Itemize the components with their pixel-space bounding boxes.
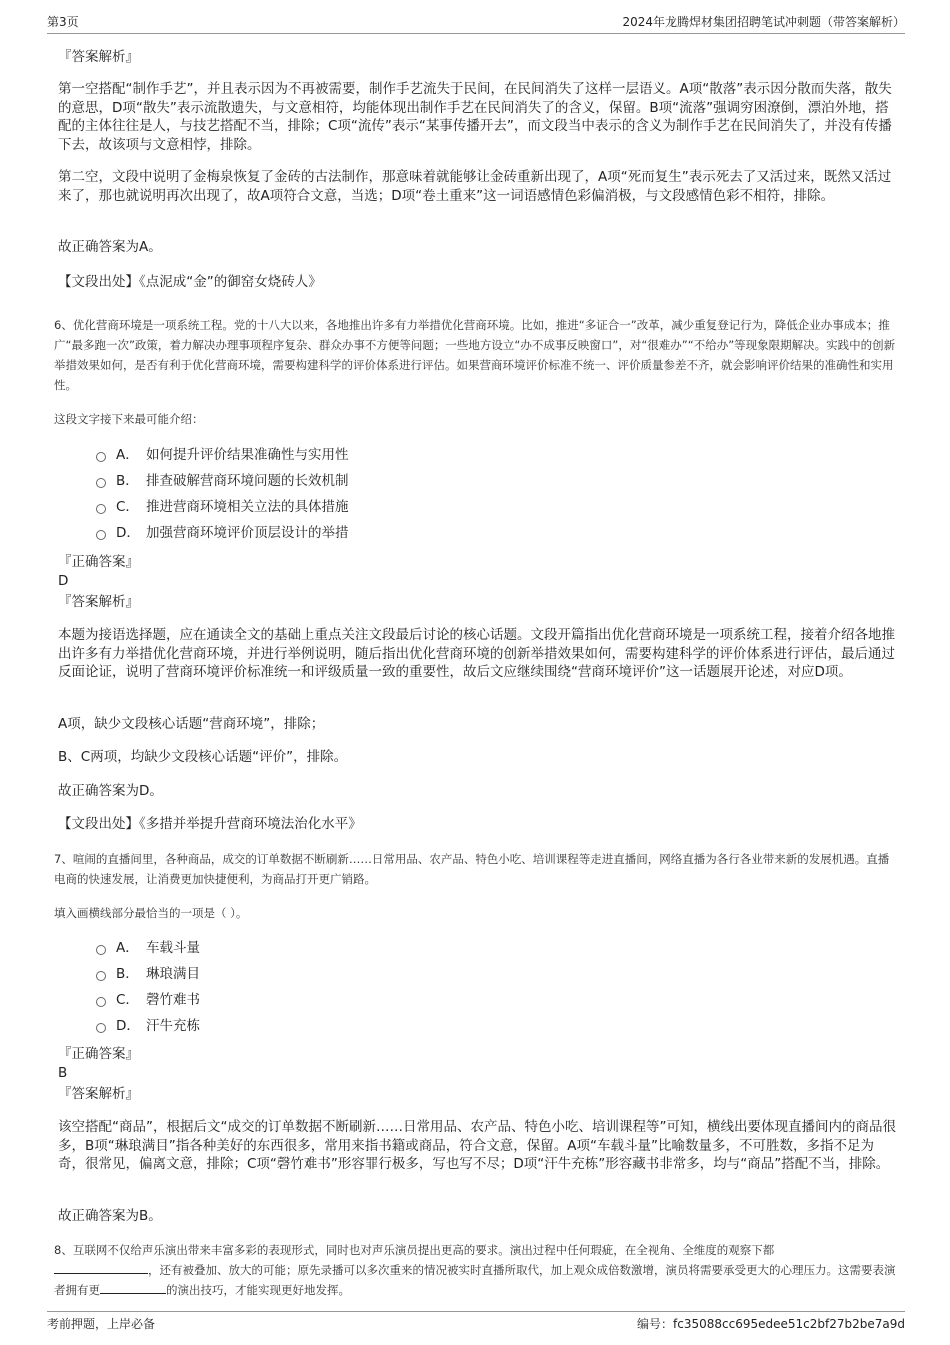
q6-analysis-label: 『答案解析』: [58, 594, 139, 610]
q7-analysis-label: 『答案解析』: [58, 1086, 139, 1102]
q6-option-a[interactable]: [96, 445, 349, 465]
q6-analysis-p1: 本题为接语选择题，应在通读全文的基础上重点关注文段最后讨论的核心话题。文段开篇指出优化营商环境是一项系统工程，接着介绍各地推出许多有力举措优化营商环境，并进行举例说明，随后指出优化营商环境的创新举措效果如何，需要构建科学的评价体系进行评估，最后通过反面论证，说明了营商环境评价标准统一和评级质量一致的重要性，故后文应继续围绕“营商环境评价”这一话题展开论述，对应D项。: [58, 627, 895, 680]
option-text: 加强营商环境评价顶层设计的举措: [146, 525, 349, 541]
q5-analysis-label: 『答案解析』: [58, 49, 139, 65]
q6-option-d[interactable]: [96, 523, 349, 543]
q7-option-b[interactable]: [96, 964, 200, 984]
q7-question: 7、喧闹的直播间里，各种商品，成交的订单数据不断刷新……日常用品、农产品、特色小吃、培训课程等走进直播间，网络直播为各行各业带来新的发展机遇。直播电商的快速发展，让消费更加快捷便利，为商品打开更广销路。: [54, 852, 890, 886]
q5-source: 【文段出处】《点泥成“金”的御窑女烧砖人》: [58, 274, 322, 290]
q6-correct-label: 『正确答案』: [58, 554, 139, 570]
q5-analysis-p1: 第一空搭配“制作手艺”，并且表示因为不再被需要，制作手艺流失于民间，在民间消失了这样一层语义。A项“散落”表示因分散而失落，散失的意思，D项“散失”表示流散遗失，与文意相符，均能体现出制作手艺在民间消失了的含义，保留。B项“流落”强调穷困潦倒，漂泊外地，搭配的主体往往是人，与技艺搭配不当，排除；C项“流传”表示“某事传播开去”，而文段当中表示的含义为制作手艺在民间消失了，并没有传播下去，故该项与文意相悖，排除。: [58, 81, 892, 153]
q8-text-1: 8、互联网不仅给声乐演出带来丰富多彩的表现形式，同时也对声乐演员提出更高的要求。演出过程中任何瑕疵，在全视角、全维度的观察下都: [54, 1243, 775, 1257]
radio-icon[interactable]: [96, 452, 106, 462]
q5-conclusion: 故正确答案为A。: [58, 239, 162, 255]
q6-conclusion: 故正确答案为D。: [58, 783, 163, 799]
document-title: 2024年龙腾焊材集团招聘笔试冲刺题（带答案解析）: [622, 15, 905, 29]
option-key: C．: [116, 499, 139, 515]
option-key: B．: [116, 473, 139, 489]
radio-icon[interactable]: [96, 971, 106, 981]
option-key: D．: [116, 525, 140, 541]
radio-icon[interactable]: [96, 945, 106, 955]
option-key: D．: [116, 1018, 140, 1034]
option-text: 汗牛充栋: [146, 1018, 200, 1034]
q6-source: 【文段出处】《多措并举提升营商环境法治化水平》: [58, 816, 362, 832]
q8-text-3: 的演出技巧，才能实现更好地发挥。: [166, 1283, 350, 1297]
option-key: A．: [116, 447, 139, 463]
option-text: 如何提升评价结果准确性与实用性: [146, 447, 349, 463]
radio-icon[interactable]: [96, 504, 106, 514]
footer-slogan: 考前押题，上岸必备: [47, 1317, 156, 1331]
q6-option-c[interactable]: [96, 497, 349, 517]
q8-text-2: ，还有被叠加、放大的可能；原先录播可以多次重来的情况被实时直播所取代，加上观众成倍数激增，演员将需要承受更大的心理压力。这需要表演者拥有更: [54, 1263, 896, 1297]
q6-option-b[interactable]: [96, 471, 349, 491]
q7-prompt: 填入画横线部分最恰当的一项是（ ）。: [54, 906, 248, 920]
option-key: B．: [116, 966, 139, 982]
radio-icon[interactable]: [96, 1023, 106, 1033]
q7-answer: B: [58, 1065, 68, 1081]
q8-question: [54, 1240, 896, 1300]
q7-conclusion: 故正确答案为B。: [58, 1208, 162, 1224]
q7-option-a[interactable]: [96, 938, 200, 958]
option-text: 磬竹难书: [146, 992, 200, 1008]
radio-icon[interactable]: [96, 997, 106, 1007]
page-header: [47, 13, 905, 34]
page-footer: [47, 1311, 905, 1335]
q6-analysis-p3: B、C两项，均缺少文段核心话题“评价”，排除。: [58, 749, 348, 765]
q8-blank-1: [54, 1261, 148, 1274]
option-key: A．: [116, 940, 139, 956]
page-number: 第3页: [47, 15, 79, 29]
q8-blank-2: [100, 1281, 166, 1294]
option-key: C．: [116, 992, 139, 1008]
q5-analysis-p2: 第二空，文段中说明了金梅泉恢复了金砖的古法制作，那意味着就能够让金砖重新出现了，A项“死而复生”表示死去了又活过来，既然又活过来了，那也就说明再次出现了，故A项符合文意，当选；D项“卷土重来”这一词语感情色彩偏消极，与文段感情色彩不相符，排除。: [58, 169, 892, 204]
q6-question: 6、优化营商环境是一项系统工程。党的十八大以来，各地推出许多有力举措优化营商环境。比如，推进“多证合一”改革，减少重复登记行为，降低企业办事成本；推广“最多跑一次”政策，着力解决办理事项程序复杂、群众办事不方便等问题；一些地方设立“办不成事反映窗口”，对“很难办”“不给办”等现象限期解决。实践中的创新举措效果如何，是否有利于优化营商环境，需要构建科学的评价体系进行评估。如果营商环境评价标准不统一、评价质量参差不齐，就会影响评价结果的准确性和实用性。: [54, 318, 896, 392]
q7-correct-label: 『正确答案』: [58, 1046, 139, 1062]
q6-answer: D: [58, 573, 69, 589]
q6-analysis-p2: A项，缺少文段核心话题“营商环境”，排除；: [58, 716, 325, 732]
document-code: 编号：fc35088cc695edee51c2bf27b2be7a9d: [637, 1317, 905, 1331]
q7-option-c[interactable]: [96, 990, 200, 1010]
q6-prompt: 这段文字接下来最可能介绍：: [54, 412, 204, 426]
option-text: 琳琅满目: [146, 966, 200, 982]
option-text: 车载斗量: [146, 940, 200, 956]
option-text: 推进营商环境相关立法的具体措施: [146, 499, 349, 515]
q7-option-d[interactable]: [96, 1016, 200, 1036]
option-text: 排查破解营商环境问题的长效机制: [146, 473, 349, 489]
q7-analysis-p1: 该空搭配“商品”，根据后文“成交的订单数据不断刷新……日常用品、农产品、特色小吃、培训课程等”可知，横线出要体现直播间内的商品很多，B项“琳琅满目”指各种美好的东西很多，常用来指书籍或商品，符合文意，保留。A项“车载斗量”比喻数量多，不可胜数，多指不足为奇，很常见，偏离文意，排除；C项“磬竹难书”形容罪行极多，写也写不尽；D项“汗牛充栋”形容藏书非常多，均与“商品”搭配不当，排除。: [58, 1119, 896, 1172]
radio-icon[interactable]: [96, 530, 106, 540]
radio-icon[interactable]: [96, 478, 106, 488]
